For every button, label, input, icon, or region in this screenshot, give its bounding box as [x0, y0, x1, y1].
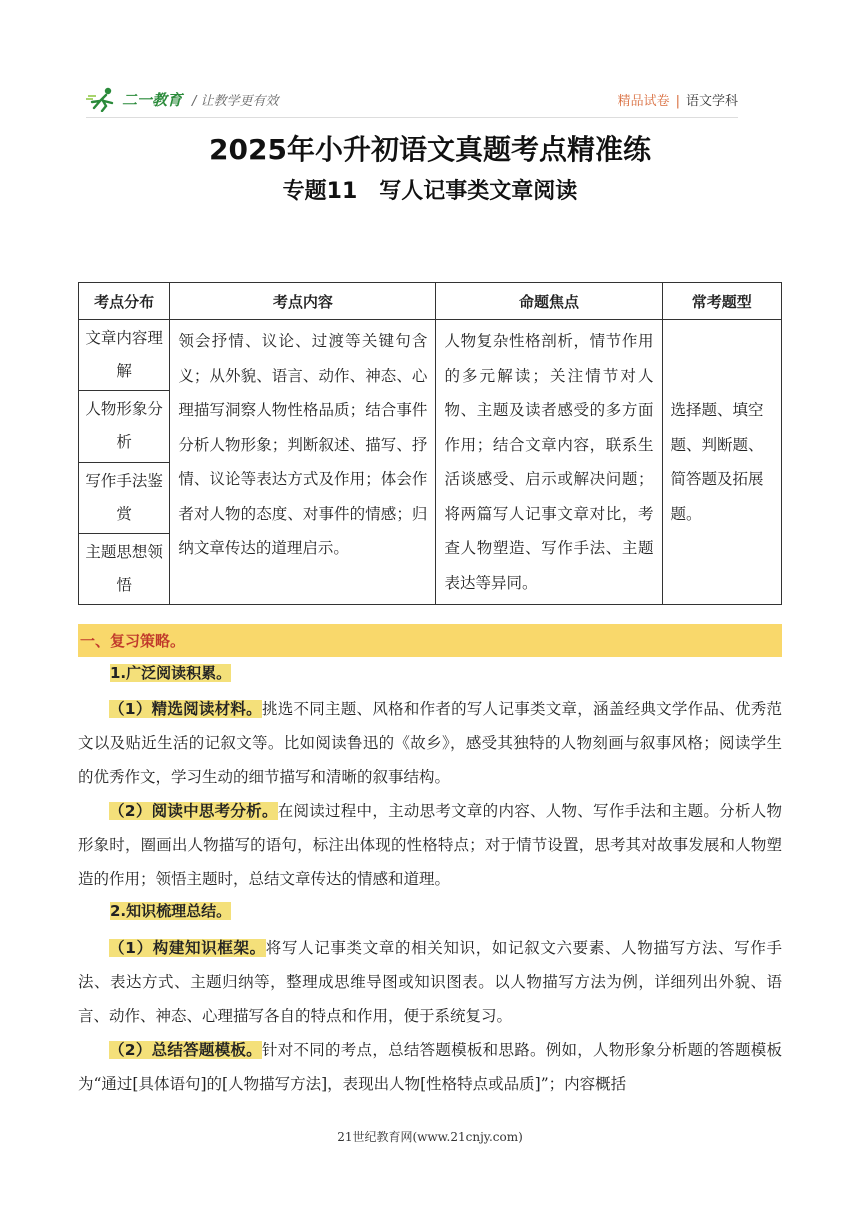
subsection-heading [110, 662, 231, 683]
category-cell: 写作手法鉴赏 [79, 462, 170, 533]
table-header-cell: 常考题型 [662, 283, 781, 320]
paragraph-lead: （2）阅读中思考分析。 [109, 802, 278, 820]
focus-cell: 人物复杂性格剖析，情节作用的多元解读；关注情节对人物、主题及读者感受的多方面作用；结合文章内容，联系生活谈感受、启示或解决问题；将两篇写人记事文章对比，考查人物塑造、写作手法、主题表达等异同。 [436, 320, 662, 605]
content-cell: 领会抒情、议论、过渡等关键句含义；从外貌、语言、动作、神态、心理描写洞察人物性格品质；结合事件分析人物形象；判断叙述、描写、抒情、议论等表达方式及作用；体会作者对人物的态度、对事件的情感；归纳文章传达的道理启示。 [170, 320, 436, 605]
logo-slogan: / 让教学更有效 [192, 93, 279, 109]
paragraph-lead: （1）精选阅读材料。 [109, 700, 262, 718]
table-header-cell: 考点分布 [79, 283, 170, 320]
category-cell: 主题思想领悟 [79, 533, 170, 604]
header-separator: | [675, 94, 680, 109]
page-header [86, 84, 738, 114]
paragraph-lead: （1）构建知识框架。 [109, 939, 266, 957]
page-footer: 21世纪教育网(www.21cnjy.com) [337, 1130, 523, 1144]
logo [86, 86, 279, 112]
section-title: 一、复习策略。 [80, 632, 186, 650]
runner-logo-icon [86, 86, 120, 112]
logo-text: 二一教育 [122, 90, 183, 109]
exam-points-table [78, 282, 782, 605]
paragraph-body: 在阅读过程中，主动思考文章的内容、人物、写作手法和主题。分析人物形象时，圈画出人物描写的语句，标注出体现的性格特点；对于情节设置，思考其对故事发展和人物塑造的作用；领悟主题时，总结文章传达的情感和道理。 [78, 802, 782, 888]
header-right-a: 精品试卷 [617, 94, 670, 109]
subsection-heading [110, 900, 231, 921]
subtitle-topic-number: 专题11 [282, 179, 358, 204]
page-subtitle [0, 174, 860, 205]
paragraph-body: 针对不同的考点，总结答题模板和思路。例如，人物形象分析题的答题模板为“通过[具体语句]的[人物描写方法]，表现出人物[性格特点或品质]”；内容概括 [78, 1041, 782, 1093]
header-subject [618, 90, 738, 109]
slogan-text: 让教学更有效 [200, 93, 279, 109]
paragraph [78, 1033, 782, 1101]
table-row [79, 320, 782, 391]
paragraph [78, 692, 782, 794]
subsection-heading-text: 1.广泛阅读积累。 [110, 664, 232, 682]
category-cell: 文章内容理解 [79, 320, 170, 391]
header-right-b: 语文学科 [685, 94, 738, 109]
paragraph-block [78, 931, 782, 1101]
paragraph-block [78, 692, 782, 896]
header-divider [86, 117, 738, 118]
types-cell: 选择题、填空题、判断题、简答题及拓展题。 [662, 320, 781, 605]
table-header-row [79, 283, 782, 320]
paragraph-body: 将写人记事类文章的相关知识，如记叙文六要素、人物描写方法、写作手法、表达方式、主题归纳等，整理成思维导图或知识图表。以人物描写方法为例，详细列出外貌、语言、动作、神态、心理描写各自的特点和作用，便于系统复习。 [78, 939, 782, 1025]
paragraph-body: 挑选不同主题、风格和作者的写人记事类文章，涵盖经典文学作品、优秀范文以及贴近生活的记叙文等。比如阅读鲁迅的《故乡》，感受其独特的人物刻画与叙事风格；阅读学生的优秀作文，学习生动的细节描写和清晰的叙事结构。 [78, 700, 782, 786]
paragraph [78, 794, 782, 896]
subtitle-topic-name: 写人记事类文章阅读 [379, 179, 578, 204]
table-header-cell: 考点内容 [170, 283, 436, 320]
subsection-heading-text: 2.知识梳理总结。 [110, 902, 232, 920]
paragraph [78, 931, 782, 1033]
page-title: 2025年小升初语文真题考点精准练 [209, 133, 651, 166]
table-header-cell: 命题焦点 [436, 283, 662, 320]
paragraph-lead: （2）总结答题模板。 [109, 1041, 262, 1059]
category-cell: 人物形象分析 [79, 391, 170, 462]
